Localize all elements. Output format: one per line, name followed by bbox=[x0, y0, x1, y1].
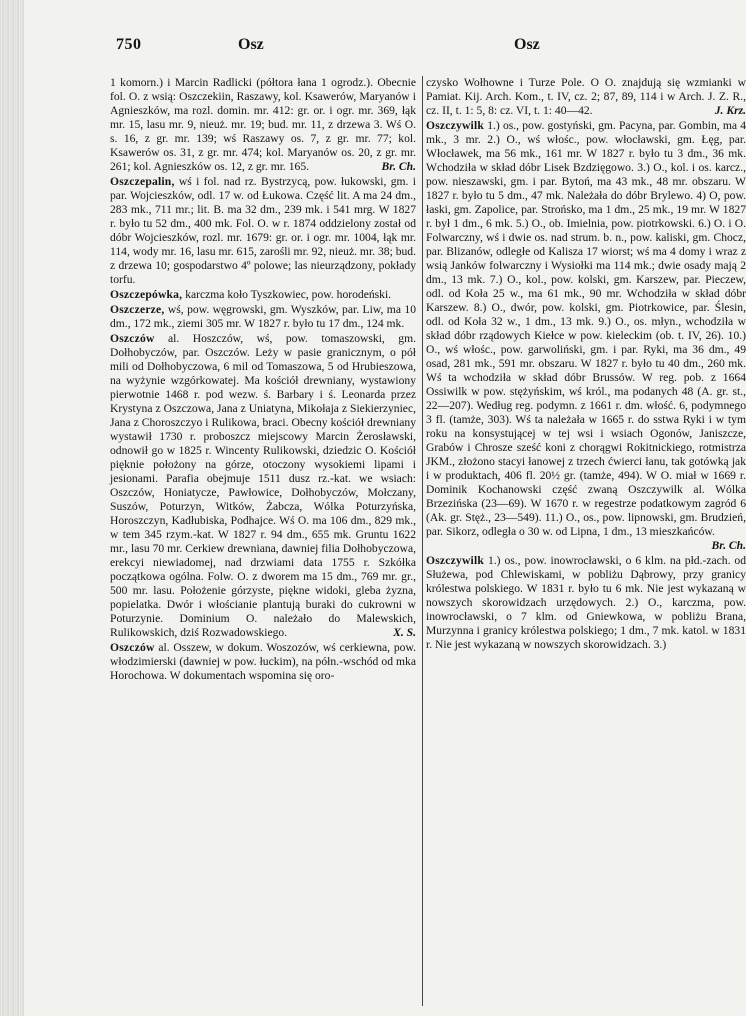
entry-oszczepalin bbox=[110, 175, 416, 287]
entry-signature: Br. Ch. bbox=[381, 160, 416, 173]
entry-continuation bbox=[426, 76, 746, 118]
entry-text: czysko Wołhowne i Turze Pole. O O. znajdują się wzmianki w Pamiat. Kij. Arch. Kom., t. IV, cz. 2; 87, 89, 114 i w Arch. J. Z. R., cz. II, t. 1: 5, 8: cz. VI, t. 1: 40—42. bbox=[426, 76, 746, 117]
entry-signature: Br. Ch. bbox=[711, 539, 746, 552]
entry-oszczywilk-1 bbox=[426, 119, 746, 553]
headword: Oszczerze, bbox=[110, 303, 165, 316]
entry-text: karczma koło Tyszkowiec, pow. horodeński. bbox=[185, 288, 392, 301]
right-column bbox=[426, 76, 746, 1004]
column-divider bbox=[422, 76, 423, 1006]
text-columns bbox=[110, 76, 746, 1004]
headword: Oszczywilk bbox=[426, 119, 485, 132]
headword: Oszczów bbox=[110, 641, 155, 654]
left-column bbox=[110, 76, 416, 1004]
entry-text: 1.) os., pow. inowrocławski, o 6 klm. na płd.-zach. od Służewa, pod Chlewiskami, w pobliżu Dąbrowy, przy granicy królestwa polskiego. W 1831 r. było tu 6 mk. Nie jest wykazaną w nowszych skorowidzach urzędowych. 2.) O., karczma, pow. inowrocławski, o 7 klm. od Gniewkowa, w pobliżu Brana, Murzynna i granicy królestwa polskiego; 1 dm., 7 mk. katol. w 1831 r. Nie jest wykazaną w nowszych skorowidzach. 3.) bbox=[426, 554, 746, 651]
entry-oszczow-1 bbox=[110, 332, 416, 640]
entry-text: al. Osszew, w dokum. Woszozów, wś cerkiewna, pow. włodzimierski (dawniej w pow. łuckim), na półn.-wschód od mka Horochowa. W dokumentach wspomina się oro- bbox=[110, 641, 416, 682]
entry-oszczywilk-2 bbox=[426, 554, 746, 652]
binding-edge bbox=[0, 0, 24, 1016]
entry-text: wś, pow. węgrowski, gm. Wyszków, par. Liw, ma 10 dm., 172 mk., ziemi 305 mr. W 1827 r. było tu 17 dm., 124 mk. bbox=[110, 303, 416, 330]
entry-text: 1 komorn.) i Marcin Radlicki (półtora łana 1 ogrodz.). Obecnie fol. O. z wsią: Oszczekiin, Raszawy, kol. Ksawerów, Maryanów i Agnieszków, ma rozl. domin. mr. 412: gr. or. i ogr. mr. 369, łąk mr. 15, lasu mr. 9, nieuż. mr. 19; bud. mr. 11, z drzewa 3. Wś O. s. 16, z gr. mr. 139; wś Raszawy os. 7, z gr. mr. 77; kol. Ksawerów os. 31, z gr. mr. 474; kol. Maryanów os. 20, z gr. mr. 261; kol. Agnieszków os. 12, z gr. mr. 165. bbox=[110, 76, 416, 173]
entry-oszczow-2 bbox=[110, 641, 416, 683]
entry-oszczerze bbox=[110, 303, 416, 331]
entry-text: 1.) os., pow. gostyński, gm. Pacyna, par. Gombin, ma 4 mk., 3 mr. 2.) O., wś włośc., pow. włocławski, gm. Łęg, par. Włocławek, ma 56 mk., 161 mr. W 1827 r. było tu 3 dm., 36 mk. Wchodziła w skład dóbr Lisek Bzdzięgowo. 3.) O., kol. i os. karcz., pow. nieszawski, gm. i par. Bytoń, ma 43 mk., 48 mr. obszaru. W 1827 r. było tu 5 dm., 47 mk. Należała do dóbr Brylewo. 4) O, pow. łaski, gm. Zapolice, par. Strońsko, ma 1 dm., 25 mk., 19 mr. W 1827 r. był 1 dm., 6 mk. 5.) O., ob. Imielnia, pow. piotrkowski. 6.) O. i O. Folwarczny, wś i dwie os. nad strum. b. n., pow. kaliski, gm. Chocz, par. Blizanów, odległe od Kalisza 17 wiorst; wś ma 4 domy i wraz z wsią Janków folwarczny i Wysiołki ma 114 mk.; dwie osady mają 2 dm., 13 mk. 7.) O., kol., pow. kolski, gm. Karszew, par. Pieczew, odl. od Koła 25 w., ma 61 mk., 90 mr. Wchodziła w skład dóbr Karszew. 8.) O., dwór, pow. kolski, gm. Piotrkowice, par. Ślesin, odl. od Koła 32 w., 1 dm., 13 mk. 9.) O., os. młyn., wchodziła w skład dóbr rządowych Kiełce w pow. kieleckim (ob. t. IV, 26). 10.) O., wś włośc., pow. garwoliński, gm. i par. Ryki, ma 36 dm., 49 osad, 281 mk., 591 mr. obszaru. W 1827 r. było tu 40 dm., 260 mk. Wś ta wchodziła w skład dóbr Brussów. W reg. pob. z 1664 Ossiwilk w pow. stężyńskim, wś król., ma podanych 48 (A. gr. st., 22—207). Według reg. podymn. z 1661 r. dm. włość. 6, podymnego 3 fl. (tamże, 303). Wś ta należała w 1665 r. do sstwa Ryki i w tym roku na konsystującej w tej wsi i wsiach Ogonów, Janiszcze, Grabów i Chrosze sześć koni z chorągwi Rokitnickiego, rotmistrza JKM., złożono stacyi łanowej z trzech ćwierci łanu, tak gotówką jak i w produktach, 406 fl. 20½ gr. (tamże, 494). W O. miał w 1669 r. Dominik Kochanowski część zwaną Oszczywilk al. Wólka Brzezińska (23—69). W 1670 r. w regestrze podatkowym zagród 6 (Ak. gr. Stęż., 23—549). 11.) O., os., pow. lipnowski, gm. Brudzień, par. Sikorz, odległa o 30 w. od Lipna, 1 dm., 13 mieszkańców. bbox=[426, 119, 746, 538]
headword: Oszczepalin, bbox=[110, 175, 175, 188]
entry-oszczepowka bbox=[110, 288, 416, 302]
entry-signature: J. Krz. bbox=[714, 104, 746, 117]
page-header bbox=[36, 36, 720, 66]
page-number: 750 bbox=[116, 36, 142, 53]
running-head-left: Osz bbox=[238, 36, 264, 53]
running-head-right: Osz bbox=[514, 36, 540, 53]
dictionary-page bbox=[36, 18, 746, 1008]
entry-continuation bbox=[110, 76, 416, 174]
entry-signature: X. S. bbox=[393, 626, 416, 639]
headword: Oszczepówka, bbox=[110, 288, 183, 301]
entry-text: al. Hoszczów, wś, pow. tomaszowski, gm. Dołhobyczów, par. Oszczów. Leży w pasie granicznym, o pół mili od Dołhobyczowa, 6 mil od Tomaszowa, 5 od Hrubieszowa, na wyżynie wzgórkowatej. Ma kościół drewniany, wystawiony pierwotnie 1468 r. pod wezw. ś. Barbary i ś. Leonarda przez Krystyna z Oszczowa, Jana z Uniatyna, Mikołaja z Siekierzyniec, Jana z Choroszczyo i Rulikowa, braci. Obecny kościół drewniany wystawił 1730 r. proboszcz miejscowy Marcin Żerosławski, odnowił go w 1825 r. Wincenty Rulikowski, dziedzic O. Kościół pięknie położony na górze, otoczony wysokiemi lipami i jesionami. Parafia obejmuje 1511 dusz rz.-kat. we wsiach: Oszczów, Honiatycze, Pawłowice, Dołhobyczów, Mołczany, Suszów, Poturzyn, Witków, Żabcza, Wólka Poturzyńska, Horoszczyn, Kadłubiska, Podhajce. Wś O. ma 106 dm., 829 mk., w tem 345 rzym.-kat. W 1827 r. 94 dm., 655 mk. Gruntu 1622 mr., lasu 70 mr. Cerkiew drewniana, dawniej filia Dołhobyczowa, erekcyi niewiadomej, nad drzwiami data 1755 r. Szkółka początkowa ogólna. Folw. O. z dworem ma 15 dm., 769 mr. gr., 500 mr. lasu. Położenie górzyste, piękne widoki, gleba żyzna, popielatka. Dwór i włościanie plantują buraki do cukrowni w Poturzynie. Dominium O. należało do Malewskich, Rulikowskich, dziś Rozwadowskiego. bbox=[110, 332, 416, 639]
headword: Oszczów bbox=[110, 332, 155, 345]
entry-text: wś i fol. nad rz. Bystrzycą, pow. łukowski, gm. i par. Wojcieszków, odl. 17 w. od Łukowa. Część lit. A ma 24 dm., 283 mk., 711 mr.; lit. B. ma 32 dm., 239 mk. i 541 mrg. W 1827 r. było tu 52 dm., 400 mk. Fol. O. w r. 1874 oddzielony został od dóbr Wojcieszków, rozl. mr. 1679: gr. or. i ogr. mr. 1004, łąk mr. 114, wody mr. 16, lasu mr. 615, zarośli mr. 92, nieuż. mr. 38; bud. z drzewa 10; gospodarstwo 4º polowe; las nieurządzony, pokłady torfu. bbox=[110, 175, 416, 286]
headword: Oszczywilk bbox=[426, 554, 485, 567]
